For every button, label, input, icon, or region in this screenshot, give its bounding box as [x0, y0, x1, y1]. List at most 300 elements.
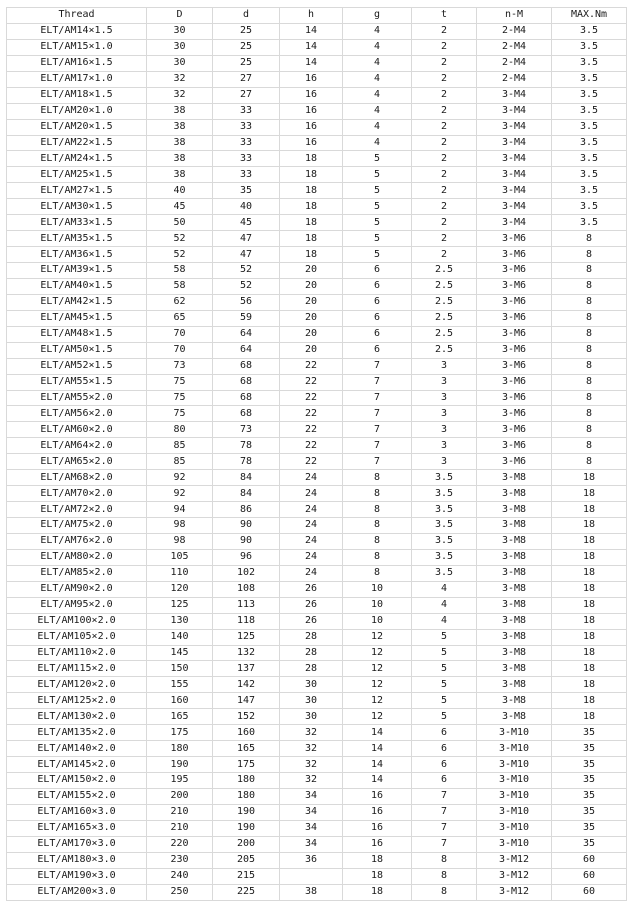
- table-row: [7, 836, 627, 852]
- cell-screws: 3-M10: [477, 741, 552, 757]
- cell-inner-diameter: 25: [213, 23, 280, 39]
- cell-height: 34: [280, 836, 343, 852]
- cell-thread: ELT/AM140×2.0: [7, 741, 147, 757]
- cell-thickness: 2: [412, 103, 477, 119]
- cell-thickness: 3.5: [412, 549, 477, 565]
- cell-inner-diameter: 175: [213, 757, 280, 773]
- cell-height: 32: [280, 741, 343, 757]
- cell-outer-diameter: 45: [147, 199, 213, 215]
- table-body: [7, 23, 627, 900]
- cell-groove: 12: [343, 677, 412, 693]
- cell-outer-diameter: 250: [147, 884, 213, 900]
- table-row: [7, 310, 627, 326]
- cell-height: 24: [280, 486, 343, 502]
- cell-max-torque: 8: [552, 358, 627, 374]
- table-row: [7, 486, 627, 502]
- cell-groove: 14: [343, 773, 412, 789]
- cell-groove: 12: [343, 693, 412, 709]
- cell-height: 22: [280, 390, 343, 406]
- table-row: [7, 294, 627, 310]
- cell-screws: 3-M8: [477, 661, 552, 677]
- cell-outer-diameter: 75: [147, 406, 213, 422]
- cell-max-torque: 18: [552, 470, 627, 486]
- cell-thickness: 2: [412, 199, 477, 215]
- cell-inner-diameter: 160: [213, 725, 280, 741]
- cell-outer-diameter: 98: [147, 533, 213, 549]
- cell-groove: 4: [343, 23, 412, 39]
- cell-outer-diameter: 210: [147, 820, 213, 836]
- cell-height: 26: [280, 613, 343, 629]
- cell-thread: ELT/AM60×2.0: [7, 422, 147, 438]
- table-row: [7, 757, 627, 773]
- cell-thread: ELT/AM110×2.0: [7, 645, 147, 661]
- cell-outer-diameter: 73: [147, 358, 213, 374]
- cell-thread: ELT/AM55×2.0: [7, 390, 147, 406]
- cell-max-torque: 18: [552, 533, 627, 549]
- cell-inner-diameter: 86: [213, 502, 280, 518]
- cell-thread: ELT/AM56×2.0: [7, 406, 147, 422]
- cell-screws: 3-M4: [477, 103, 552, 119]
- cell-thickness: 2.5: [412, 326, 477, 342]
- cell-groove: 5: [343, 167, 412, 183]
- table-row: [7, 167, 627, 183]
- table-header: [7, 8, 627, 24]
- cell-screws: 3-M10: [477, 757, 552, 773]
- cell-thickness: 5: [412, 661, 477, 677]
- cell-max-torque: 35: [552, 820, 627, 836]
- cell-height: 34: [280, 788, 343, 804]
- cell-groove: 7: [343, 374, 412, 390]
- cell-thread: ELT/AM22×1.5: [7, 135, 147, 151]
- cell-groove: 16: [343, 836, 412, 852]
- cell-thickness: 3.5: [412, 502, 477, 518]
- cell-groove: 4: [343, 135, 412, 151]
- cell-outer-diameter: 140: [147, 629, 213, 645]
- cell-groove: 14: [343, 725, 412, 741]
- cell-groove: 5: [343, 247, 412, 263]
- cell-thread: ELT/AM33×1.5: [7, 215, 147, 231]
- cell-thread: ELT/AM125×2.0: [7, 693, 147, 709]
- cell-screws: 3-M12: [477, 868, 552, 884]
- cell-max-torque: 18: [552, 549, 627, 565]
- cell-max-torque: 3.5: [552, 119, 627, 135]
- cell-thickness: 5: [412, 629, 477, 645]
- cell-thickness: 3.5: [412, 565, 477, 581]
- cell-groove: 12: [343, 709, 412, 725]
- cell-thread: ELT/AM75×2.0: [7, 518, 147, 534]
- table-row: [7, 645, 627, 661]
- cell-height: 18: [280, 167, 343, 183]
- cell-thickness: 7: [412, 820, 477, 836]
- cell-height: 24: [280, 549, 343, 565]
- cell-groove: 16: [343, 820, 412, 836]
- cell-outer-diameter: 130: [147, 613, 213, 629]
- cell-inner-diameter: 33: [213, 167, 280, 183]
- cell-inner-diameter: 137: [213, 661, 280, 677]
- cell-thread: ELT/AM15×1.0: [7, 39, 147, 55]
- cell-outer-diameter: 94: [147, 502, 213, 518]
- table-row: [7, 454, 627, 470]
- cell-outer-diameter: 190: [147, 757, 213, 773]
- cell-max-torque: 3.5: [552, 71, 627, 87]
- cell-thread: ELT/AM17×1.0: [7, 71, 147, 87]
- cell-max-torque: 35: [552, 788, 627, 804]
- cell-groove: 7: [343, 422, 412, 438]
- cell-screws: 3-M6: [477, 438, 552, 454]
- cell-max-torque: 18: [552, 709, 627, 725]
- cell-max-torque: 18: [552, 629, 627, 645]
- cell-outer-diameter: 210: [147, 804, 213, 820]
- cell-outer-diameter: 155: [147, 677, 213, 693]
- table-row: [7, 342, 627, 358]
- cell-screws: 3-M8: [477, 565, 552, 581]
- cell-groove: 6: [343, 263, 412, 279]
- cell-thread: ELT/AM120×2.0: [7, 677, 147, 693]
- cell-max-torque: 8: [552, 326, 627, 342]
- cell-height: 24: [280, 533, 343, 549]
- cell-thickness: 3: [412, 422, 477, 438]
- cell-screws: 3-M4: [477, 183, 552, 199]
- cell-thickness: 3.5: [412, 486, 477, 502]
- cell-inner-diameter: 165: [213, 741, 280, 757]
- cell-inner-diameter: 225: [213, 884, 280, 900]
- cell-groove: 7: [343, 390, 412, 406]
- cell-height: 18: [280, 183, 343, 199]
- cell-thread: ELT/AM39×1.5: [7, 263, 147, 279]
- cell-height: 22: [280, 422, 343, 438]
- cell-height: 18: [280, 199, 343, 215]
- cell-height: [280, 868, 343, 884]
- cell-groove: 14: [343, 741, 412, 757]
- cell-thickness: 3: [412, 390, 477, 406]
- table-row: [7, 87, 627, 103]
- cell-height: 22: [280, 438, 343, 454]
- cell-thread: ELT/AM135×2.0: [7, 725, 147, 741]
- cell-outer-diameter: 70: [147, 342, 213, 358]
- cell-height: 16: [280, 87, 343, 103]
- cell-max-torque: 18: [552, 693, 627, 709]
- cell-thread: ELT/AM48×1.5: [7, 326, 147, 342]
- cell-thread: ELT/AM30×1.5: [7, 199, 147, 215]
- table-row: [7, 358, 627, 374]
- cell-thread: ELT/AM68×2.0: [7, 470, 147, 486]
- cell-groove: 8: [343, 518, 412, 534]
- cell-inner-diameter: 25: [213, 55, 280, 71]
- cell-screws: 3-M4: [477, 135, 552, 151]
- cell-thread: ELT/AM18×1.5: [7, 87, 147, 103]
- column-header-height: h: [280, 8, 343, 24]
- cell-groove: 8: [343, 565, 412, 581]
- cell-inner-diameter: 125: [213, 629, 280, 645]
- cell-inner-diameter: 40: [213, 199, 280, 215]
- cell-thickness: 2: [412, 183, 477, 199]
- column-header-max-torque: MAX.Nm: [552, 8, 627, 24]
- cell-thickness: 2: [412, 247, 477, 263]
- cell-thickness: 2: [412, 71, 477, 87]
- cell-screws: 3-M6: [477, 310, 552, 326]
- cell-thickness: 3: [412, 454, 477, 470]
- cell-thread: ELT/AM200×3.0: [7, 884, 147, 900]
- table-row: [7, 533, 627, 549]
- cell-thread: ELT/AM16×1.5: [7, 55, 147, 71]
- cell-thread: ELT/AM42×1.5: [7, 294, 147, 310]
- cell-outer-diameter: 98: [147, 518, 213, 534]
- cell-thread: ELT/AM165×3.0: [7, 820, 147, 836]
- cell-max-torque: 8: [552, 263, 627, 279]
- cell-height: 22: [280, 358, 343, 374]
- table-row: [7, 661, 627, 677]
- cell-outer-diameter: 30: [147, 23, 213, 39]
- cell-max-torque: 3.5: [552, 23, 627, 39]
- cell-thread: ELT/AM65×2.0: [7, 454, 147, 470]
- cell-thread: ELT/AM90×2.0: [7, 581, 147, 597]
- cell-max-torque: 3.5: [552, 215, 627, 231]
- cell-thread: ELT/AM25×1.5: [7, 167, 147, 183]
- cell-groove: 6: [343, 278, 412, 294]
- cell-height: 18: [280, 247, 343, 263]
- cell-height: 36: [280, 852, 343, 868]
- cell-inner-diameter: 205: [213, 852, 280, 868]
- cell-max-torque: 35: [552, 725, 627, 741]
- cell-height: 22: [280, 454, 343, 470]
- table-row: [7, 709, 627, 725]
- cell-max-torque: 8: [552, 390, 627, 406]
- cell-max-torque: 18: [552, 518, 627, 534]
- cell-groove: 5: [343, 231, 412, 247]
- table-row: [7, 119, 627, 135]
- table-row: [7, 390, 627, 406]
- cell-outer-diameter: 38: [147, 167, 213, 183]
- cell-height: 18: [280, 151, 343, 167]
- cell-height: 16: [280, 119, 343, 135]
- cell-max-torque: 60: [552, 884, 627, 900]
- cell-height: 14: [280, 39, 343, 55]
- cell-max-torque: 8: [552, 406, 627, 422]
- cell-inner-diameter: 27: [213, 71, 280, 87]
- cell-thickness: 2.5: [412, 342, 477, 358]
- cell-outer-diameter: 30: [147, 55, 213, 71]
- table-row: [7, 518, 627, 534]
- table-row: [7, 151, 627, 167]
- table-row: [7, 820, 627, 836]
- cell-outer-diameter: 75: [147, 390, 213, 406]
- cell-groove: 5: [343, 215, 412, 231]
- cell-max-torque: 3.5: [552, 183, 627, 199]
- cell-groove: 7: [343, 406, 412, 422]
- cell-screws: 3-M4: [477, 151, 552, 167]
- cell-outer-diameter: 50: [147, 215, 213, 231]
- cell-height: 22: [280, 406, 343, 422]
- cell-max-torque: 18: [552, 613, 627, 629]
- cell-max-torque: 8: [552, 310, 627, 326]
- cell-thickness: 2.5: [412, 294, 477, 310]
- cell-max-torque: 18: [552, 677, 627, 693]
- cell-height: 24: [280, 565, 343, 581]
- cell-thickness: 5: [412, 693, 477, 709]
- cell-max-torque: 60: [552, 852, 627, 868]
- cell-max-torque: 18: [552, 597, 627, 613]
- cell-thread: ELT/AM170×3.0: [7, 836, 147, 852]
- column-header-screws: n-M: [477, 8, 552, 24]
- cell-thread: ELT/AM100×2.0: [7, 613, 147, 629]
- cell-height: 30: [280, 677, 343, 693]
- cell-screws: 3-M8: [477, 581, 552, 597]
- cell-height: 18: [280, 215, 343, 231]
- cell-thickness: 4: [412, 581, 477, 597]
- cell-inner-diameter: 33: [213, 103, 280, 119]
- cell-inner-diameter: 78: [213, 438, 280, 454]
- cell-screws: 3-M4: [477, 119, 552, 135]
- cell-height: 30: [280, 693, 343, 709]
- cell-thickness: 2: [412, 231, 477, 247]
- table-row: [7, 597, 627, 613]
- cell-groove: 8: [343, 502, 412, 518]
- table-row: [7, 868, 627, 884]
- cell-height: 14: [280, 55, 343, 71]
- cell-screws: 3-M8: [477, 597, 552, 613]
- cell-outer-diameter: 200: [147, 788, 213, 804]
- cell-screws: 3-M8: [477, 645, 552, 661]
- table-row: [7, 581, 627, 597]
- cell-screws: 3-M6: [477, 278, 552, 294]
- cell-screws: 3-M6: [477, 231, 552, 247]
- cell-thread: ELT/AM180×3.0: [7, 852, 147, 868]
- cell-thickness: 3: [412, 374, 477, 390]
- cell-screws: 3-M10: [477, 725, 552, 741]
- cell-inner-diameter: 215: [213, 868, 280, 884]
- cell-thread: ELT/AM36×1.5: [7, 247, 147, 263]
- cell-outer-diameter: 58: [147, 278, 213, 294]
- table-row: [7, 247, 627, 263]
- cell-inner-diameter: 59: [213, 310, 280, 326]
- cell-thickness: 8: [412, 868, 477, 884]
- table-row: [7, 773, 627, 789]
- cell-thickness: 3: [412, 406, 477, 422]
- cell-inner-diameter: 56: [213, 294, 280, 310]
- cell-max-torque: 8: [552, 422, 627, 438]
- cell-screws: 3-M8: [477, 693, 552, 709]
- cell-thread: ELT/AM45×1.5: [7, 310, 147, 326]
- cell-outer-diameter: 32: [147, 87, 213, 103]
- table-row: [7, 374, 627, 390]
- cell-outer-diameter: 58: [147, 263, 213, 279]
- cell-groove: 7: [343, 358, 412, 374]
- cell-groove: 18: [343, 868, 412, 884]
- cell-inner-diameter: 113: [213, 597, 280, 613]
- cell-thread: ELT/AM20×1.0: [7, 103, 147, 119]
- cell-thickness: 6: [412, 757, 477, 773]
- cell-height: 16: [280, 71, 343, 87]
- cell-outer-diameter: 70: [147, 326, 213, 342]
- cell-inner-diameter: 132: [213, 645, 280, 661]
- cell-inner-diameter: 27: [213, 87, 280, 103]
- cell-height: 16: [280, 135, 343, 151]
- cell-inner-diameter: 25: [213, 39, 280, 55]
- cell-thickness: 3.5: [412, 518, 477, 534]
- cell-groove: 5: [343, 151, 412, 167]
- cell-thickness: 2.5: [412, 278, 477, 294]
- cell-screws: 3-M12: [477, 852, 552, 868]
- cell-screws: 2-M4: [477, 23, 552, 39]
- cell-inner-diameter: 47: [213, 231, 280, 247]
- cell-screws: 3-M4: [477, 87, 552, 103]
- table-row: [7, 422, 627, 438]
- cell-inner-diameter: 152: [213, 709, 280, 725]
- cell-height: 30: [280, 709, 343, 725]
- cell-outer-diameter: 120: [147, 581, 213, 597]
- cell-outer-diameter: 125: [147, 597, 213, 613]
- cell-thickness: 2.5: [412, 263, 477, 279]
- cell-height: 26: [280, 581, 343, 597]
- cell-inner-diameter: 147: [213, 693, 280, 709]
- cell-inner-diameter: 108: [213, 581, 280, 597]
- cell-outer-diameter: 110: [147, 565, 213, 581]
- cell-thread: ELT/AM14×1.5: [7, 23, 147, 39]
- cell-screws: 3-M4: [477, 215, 552, 231]
- cell-height: 14: [280, 23, 343, 39]
- table-row: [7, 55, 627, 71]
- cell-inner-diameter: 68: [213, 406, 280, 422]
- cell-screws: 3-M8: [477, 533, 552, 549]
- cell-outer-diameter: 92: [147, 486, 213, 502]
- cell-thread: ELT/AM95×2.0: [7, 597, 147, 613]
- cell-height: 24: [280, 470, 343, 486]
- cell-max-torque: 3.5: [552, 151, 627, 167]
- cell-max-torque: 3.5: [552, 55, 627, 71]
- cell-outer-diameter: 92: [147, 470, 213, 486]
- cell-height: 22: [280, 374, 343, 390]
- table-row: [7, 565, 627, 581]
- cell-inner-diameter: 142: [213, 677, 280, 693]
- cell-screws: 3-M8: [477, 709, 552, 725]
- cell-thread: ELT/AM76×2.0: [7, 533, 147, 549]
- cell-groove: 10: [343, 613, 412, 629]
- cell-groove: 8: [343, 470, 412, 486]
- cell-thread: ELT/AM52×1.5: [7, 358, 147, 374]
- cell-inner-diameter: 180: [213, 788, 280, 804]
- table-row: [7, 326, 627, 342]
- cell-thickness: 3.5: [412, 533, 477, 549]
- cell-groove: 18: [343, 852, 412, 868]
- cell-groove: 4: [343, 87, 412, 103]
- cell-outer-diameter: 32: [147, 71, 213, 87]
- cell-height: 38: [280, 884, 343, 900]
- cell-height: 24: [280, 518, 343, 534]
- cell-inner-diameter: 33: [213, 119, 280, 135]
- cell-screws: 3-M4: [477, 199, 552, 215]
- cell-groove: 10: [343, 581, 412, 597]
- cell-outer-diameter: 80: [147, 422, 213, 438]
- table-row: [7, 199, 627, 215]
- cell-max-torque: 8: [552, 278, 627, 294]
- cell-outer-diameter: 230: [147, 852, 213, 868]
- table-row: [7, 788, 627, 804]
- cell-screws: 3-M8: [477, 470, 552, 486]
- table-row: [7, 39, 627, 55]
- cell-height: 20: [280, 263, 343, 279]
- cell-max-torque: 18: [552, 565, 627, 581]
- cell-thickness: 2: [412, 167, 477, 183]
- cell-height: 26: [280, 597, 343, 613]
- cell-thickness: 2: [412, 215, 477, 231]
- cell-thickness: 6: [412, 741, 477, 757]
- table-row: [7, 183, 627, 199]
- cell-max-torque: 18: [552, 645, 627, 661]
- cell-outer-diameter: 105: [147, 549, 213, 565]
- cell-groove: 18: [343, 884, 412, 900]
- cell-groove: 16: [343, 788, 412, 804]
- cell-max-torque: 8: [552, 231, 627, 247]
